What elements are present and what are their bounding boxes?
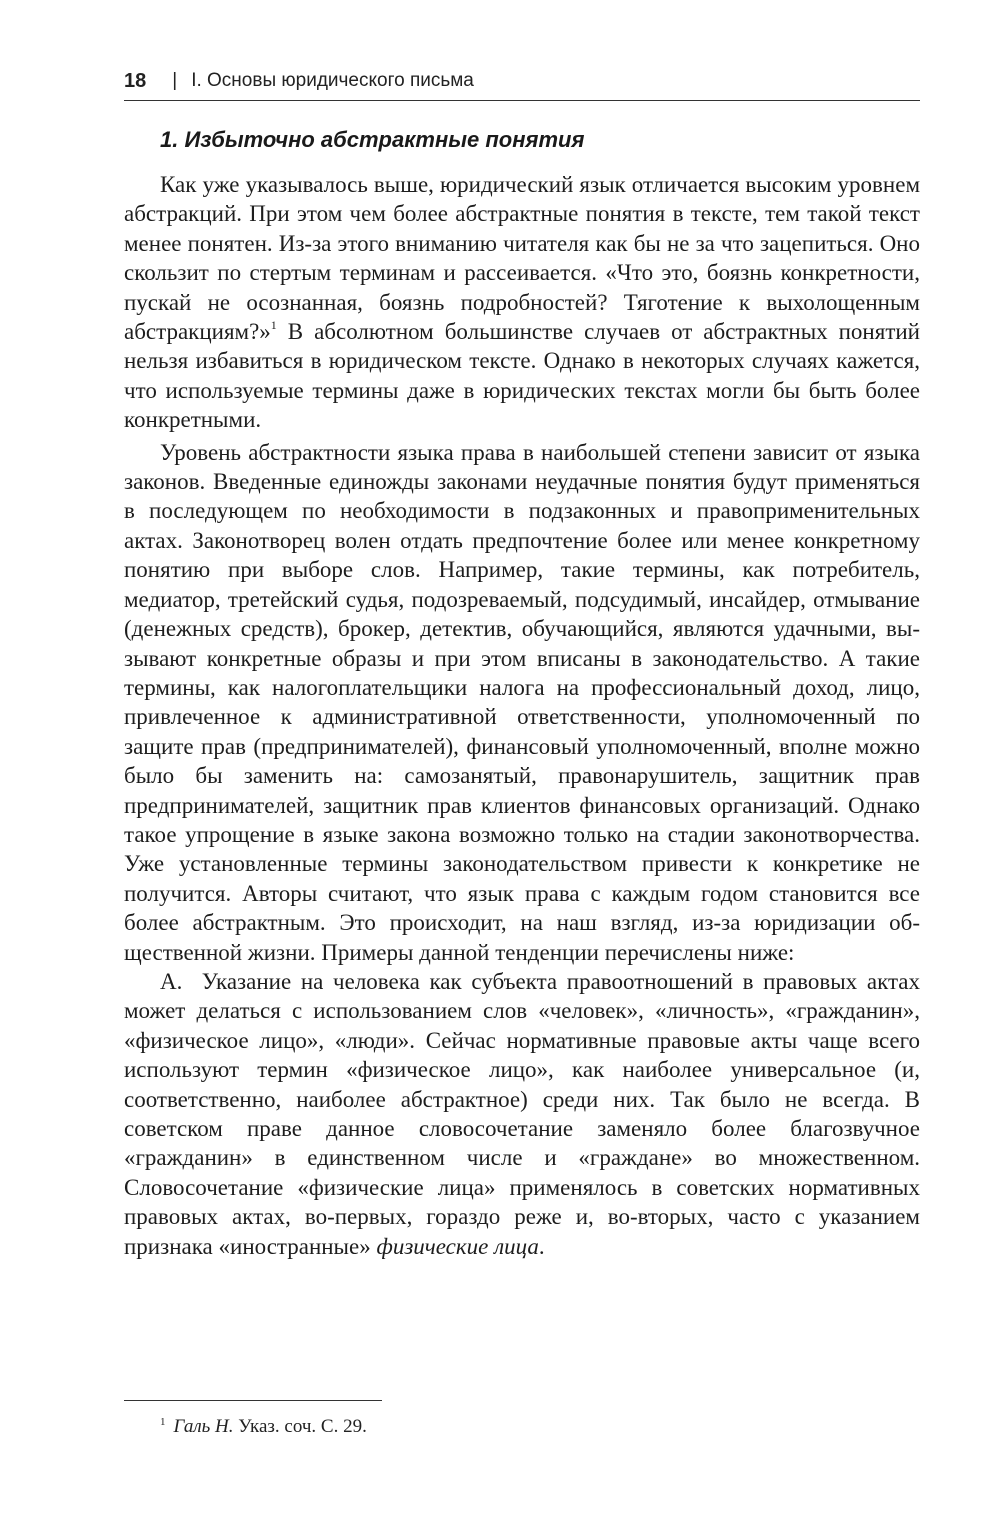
- paragraph-2: Уровень абстрактности языка права в наибольшей степени зависит от языка законов. Введенные единожды законами неудачные понятия будут применяться в последующем по необходимости в подзаконных и правоприменительных актах. Законотворец волен отдать предпочтение более или менее конкретному понятию при выборе слов. Например, такие термины, как потребитель, медиатор, третейский судья, подозреваемый, подсудимый, инсайдер, отмывание (денежных средств), брокер, детектив, обучающийся, являются удачными, вызывают конкретные образы и при этом вписаны в законодательство. А такие термины, как налогоплательщики налога на профессиональный доход, лицо, привлеченное к административной ответственности, уполномоченный по защите прав (предпринимателей), финансовый уполномоченный, вполне можно было бы заменить на: самозанятый, правонарушитель, защитник прав предпринимателей, защитник прав клиентов финансовых организаций. Однако такое упрощение в языке закона возможно только на стадии законотворчества. Уже установленные термины законодательством привести к конкретике не получится. Авторы считают, что язык права с каждым годом становится все более абстрактным. Это происходит, на наш взгляд, из-за юридизации общественной жизни. Примеры данной тенденции перечислены ниже:: [124, 439, 920, 965]
- header-separator: |: [172, 70, 178, 91]
- footnote-mark: 1: [160, 1416, 166, 1428]
- paragraph-3-italic: физические лица: [376, 1233, 539, 1259]
- section-heading: 1. Избыточно абстрактные понятия: [160, 127, 585, 152]
- page-number: 18: [124, 70, 147, 92]
- paragraph-3-text: А. Указание на человека как субъекта правоотношений в правовых актах может делаться с использованием слов «человек», «личность», «гражданин», «физическое лицо», «люди». Сейчас нормативные правовые акты чаще всего используют термин «физическое лицо», как наиболее универсальное (и, соответственно, наиболее абстрактное) среди них. Так было не всегда. В советском праве данное словосочетание заменяло более благозвучное «гражданин» в единственном числе и «граждане» во множественном. Словосочетание «физические лица» применялось в советских нормативных правовых актах, во-первых, гораздо реже и, во-вторых, часто с указанием признака «иностранные»: [124, 968, 920, 1259]
- paragraph-3: [124, 967, 920, 1261]
- footnote-author: Галь Н.: [173, 1416, 234, 1437]
- body-text: [124, 170, 920, 1261]
- paragraph-1-tail: В абсолютном большинстве случаев от абстрактных понятий нельзя избавиться в юридическом тексте. Однако в некоторых случаях кажется, что используемые термины даже в юридических текстах могли бы быть более конкретными.: [124, 319, 920, 433]
- footnote-divider: [124, 1400, 382, 1401]
- chapter-title: I. Основы юридического письма: [191, 70, 474, 91]
- paragraph-1-text: Как уже указывалось выше, юридический язык отличается высоким уровнем абстракций. При этом чем более абстрактные понятия в тексте, тем такой текст менее понятен. Из-за этого вниманию читателя как бы не за что зацепиться. Оно скользит по стертым терминам и рассеивается. «Что это, боязнь конкретности, пускай не осознанная, боязнь подробностей? Тяготение к выхолощенным абстракциям?»: [124, 172, 920, 345]
- paragraph-1: [124, 170, 920, 435]
- paragraph-3-end: .: [538, 1233, 545, 1259]
- footnote-reference: 1: [270, 318, 277, 333]
- footnote: [160, 1416, 367, 1438]
- footnote-reference-text: Указ. соч. С. 29.: [233, 1416, 367, 1437]
- running-header: [124, 70, 920, 101]
